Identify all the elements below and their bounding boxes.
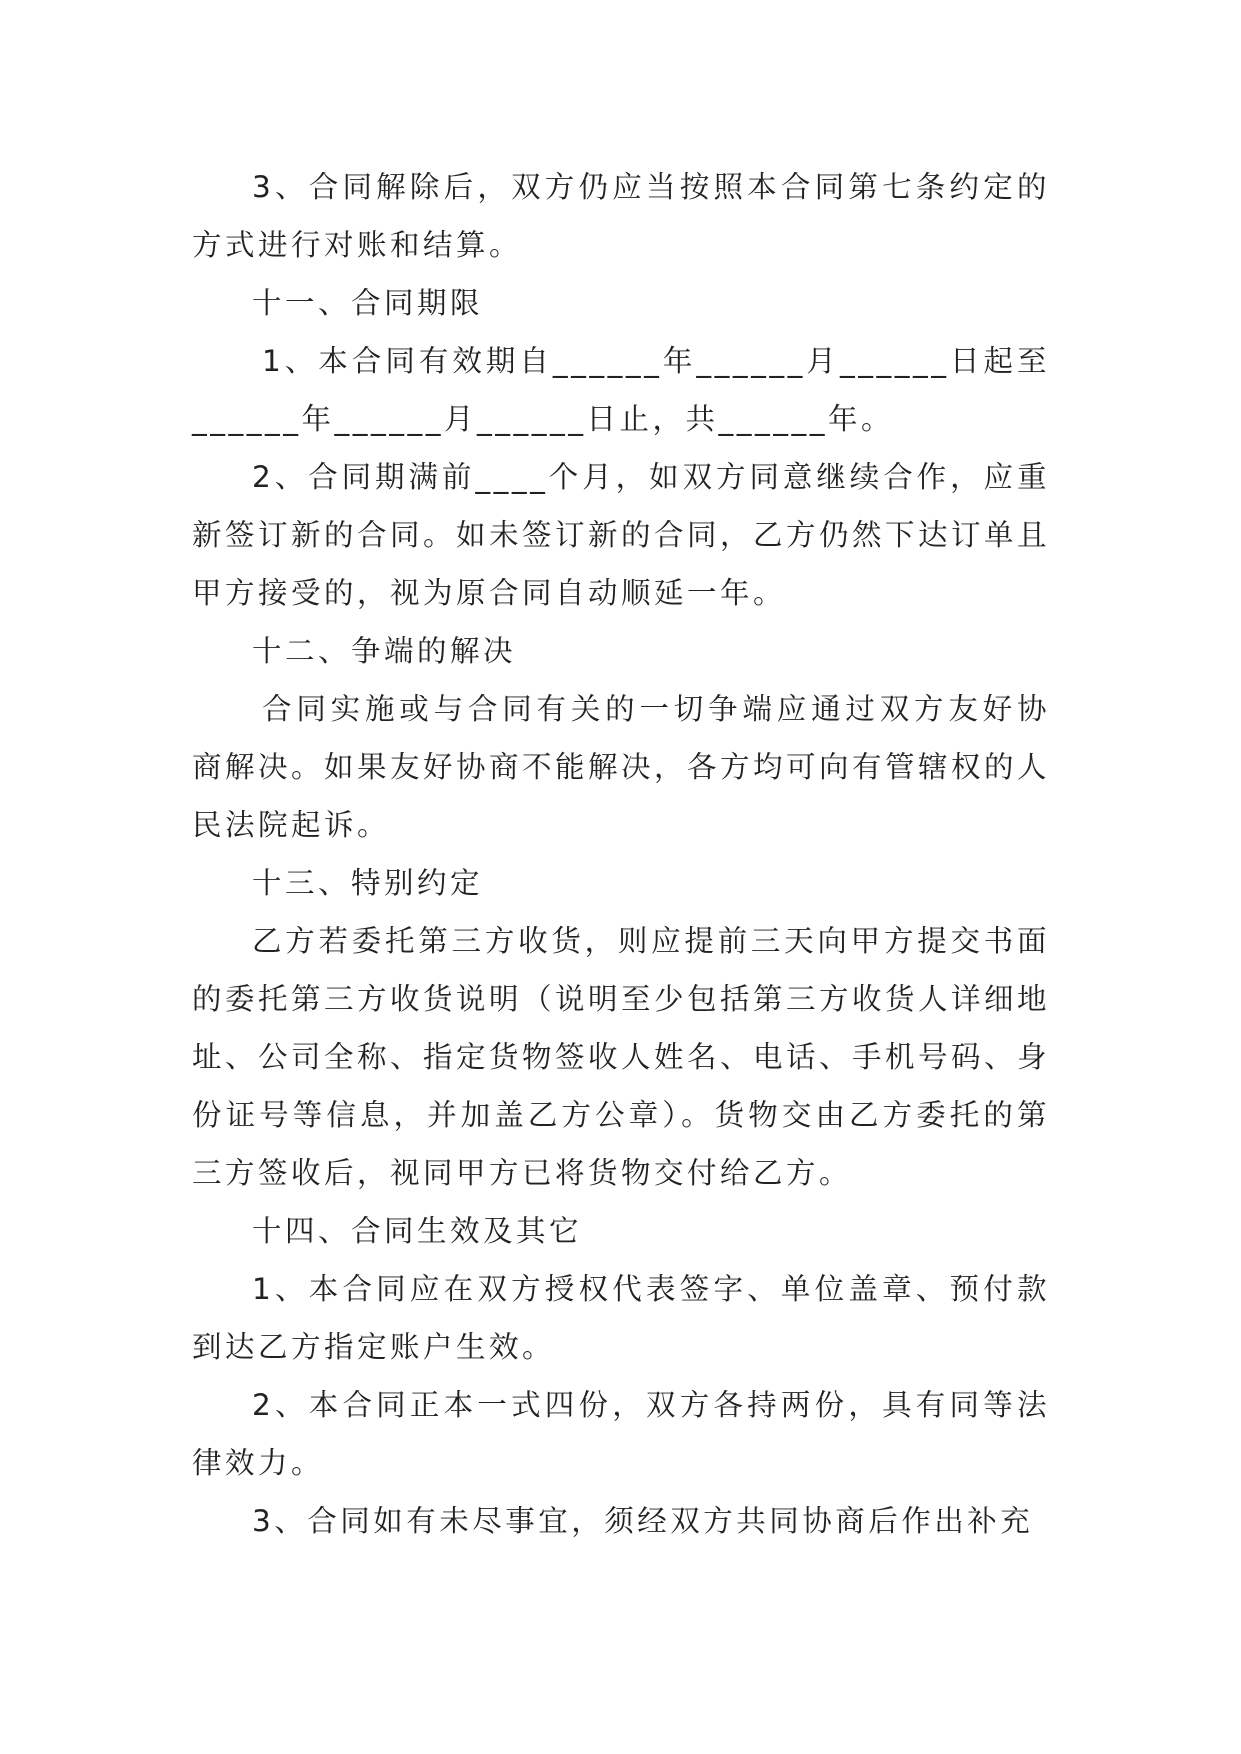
clause-dispute-resolution: 合同实施或与合同有关的一切争端应通过双方友好协商解决。如果友好协商不能解决，各方均可向有管辖权的人民法院起诉。: [192, 692, 1051, 842]
section-heading-effectiveness: 十四、合同生效及其它: [252, 1214, 583, 1248]
section-heading-special-provisions: 十三、特别约定: [252, 866, 484, 900]
clause-validity-period: 1、本合同有效期自______年______月______日起至______年______月______日止，共______年。: [192, 344, 1050, 436]
clause-copies: 2、本合同正本一式四份，双方各持两份，具有同等法律效力。: [192, 1388, 1050, 1480]
clause-renewal: 2、合同期满前____个月，如双方同意继续合作，应重新签订新的合同。如未签订新的合同，乙方仍然下达订单且甲方接受的，视为原合同自动顺延一年。: [192, 460, 1051, 610]
section-heading-contract-term: 十一、合同期限: [252, 286, 484, 320]
clause-third-party-receipt: 乙方若委托第三方收货，则应提前三天向甲方提交书面的委托第三方收货说明（说明至少包括第三方收货人详细地址、公司全称、指定货物签收人姓名、电话、手机号码、身份证号等信息，并加盖乙方公章）。货物交由乙方委托的第三方签收后，视同甲方已将货物交付给乙方。: [192, 924, 1051, 1190]
section-heading-dispute-resolution: 十二、争端的解决: [252, 634, 517, 668]
clause-supplementary: 3、合同如有未尽事宜，须经双方共同协商后作出补充: [252, 1504, 1034, 1538]
clause-termination-settlement: 3、合同解除后，双方仍应当按照本合同第七条约定的方式进行对账和结算。: [192, 170, 1050, 262]
clause-effective-condition: 1、本合同应在双方授权代表签字、单位盖章、预付款到达乙方指定账户生效。: [192, 1272, 1050, 1364]
contract-body: [192, 158, 1050, 1550]
